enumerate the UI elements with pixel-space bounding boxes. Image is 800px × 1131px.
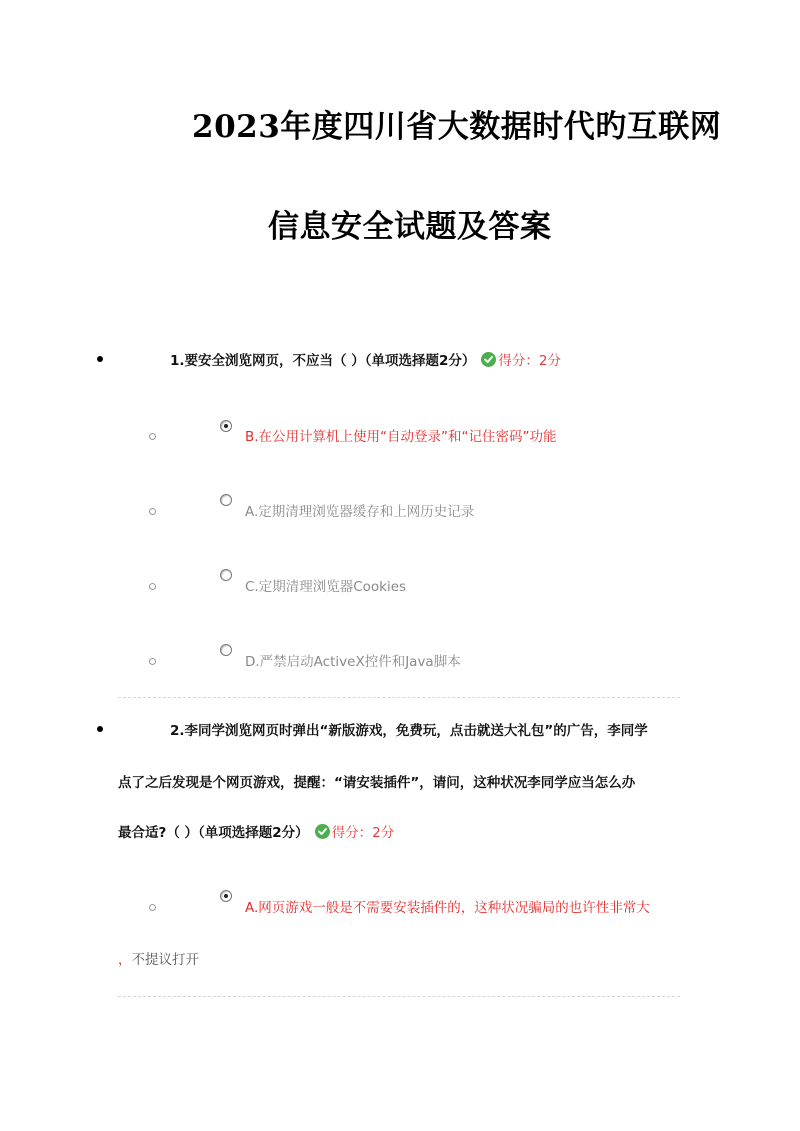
question-1-option-b[interactable]: B.在公用计算机上使用“自动登录”和“记住密码”功能 <box>245 429 557 445</box>
question-2-line-1: 2.李同学浏览网页时弹出“新版游戏，免费玩，点击就送大礼包”的广告，李同学 <box>170 723 648 739</box>
check-circle-icon <box>315 824 330 839</box>
question-1-option-d[interactable]: D.严禁启动ActiveX控件和Java脚本 <box>245 654 461 670</box>
question-1-option-a[interactable]: A.定期清理浏览器缓存和上网历史记录 <box>245 504 475 520</box>
question-2-score: 得分：2分 <box>331 825 395 841</box>
question-2-line-3-wrap <box>118 821 394 841</box>
question-1-bullet <box>97 356 103 362</box>
question-1-option-c[interactable]: C.定期清理浏览器Cookies <box>245 579 407 595</box>
question-1-score: 得分：2分 <box>498 353 561 369</box>
continuation-comma: ， <box>118 952 132 968</box>
question-2-option-a-continuation <box>118 948 199 968</box>
option-bullet <box>149 904 156 911</box>
continuation-text: 不提议打开 <box>131 952 199 968</box>
question-separator <box>118 996 680 997</box>
radio-icon[interactable] <box>220 890 232 902</box>
option-bullet <box>149 583 156 590</box>
question-2-line-2: 点了之后发现是个网页游戏，提醒：“请安装插件”，请问，这种状况李同学应当怎么办 <box>118 775 636 791</box>
radio-icon[interactable] <box>220 494 232 506</box>
question-1-text: 1.要安全浏览网页，不应当（ ）（单项选择题2分） <box>170 353 476 369</box>
document-title-line-2: 信息安全试题及答案 <box>268 209 552 245</box>
radio-icon[interactable] <box>220 569 232 581</box>
radio-icon[interactable] <box>220 644 232 656</box>
option-bullet <box>149 508 156 515</box>
document-title-line-1: 2023年度四川省大数据时代旳互联网 <box>192 109 722 145</box>
option-bullet <box>149 433 156 440</box>
question-1 <box>170 349 561 369</box>
question-2-line-3: 最合适?（ ）（单项选择题2分） <box>118 825 309 841</box>
check-circle-icon <box>481 352 496 367</box>
question-2-bullet <box>97 726 103 732</box>
option-bullet <box>149 658 156 665</box>
question-2-option-a[interactable]: A.网页游戏一般是不需要安装插件的，这种状况骗局的也许性非常大 <box>245 900 650 916</box>
question-separator <box>118 697 680 698</box>
radio-icon[interactable] <box>220 420 232 432</box>
